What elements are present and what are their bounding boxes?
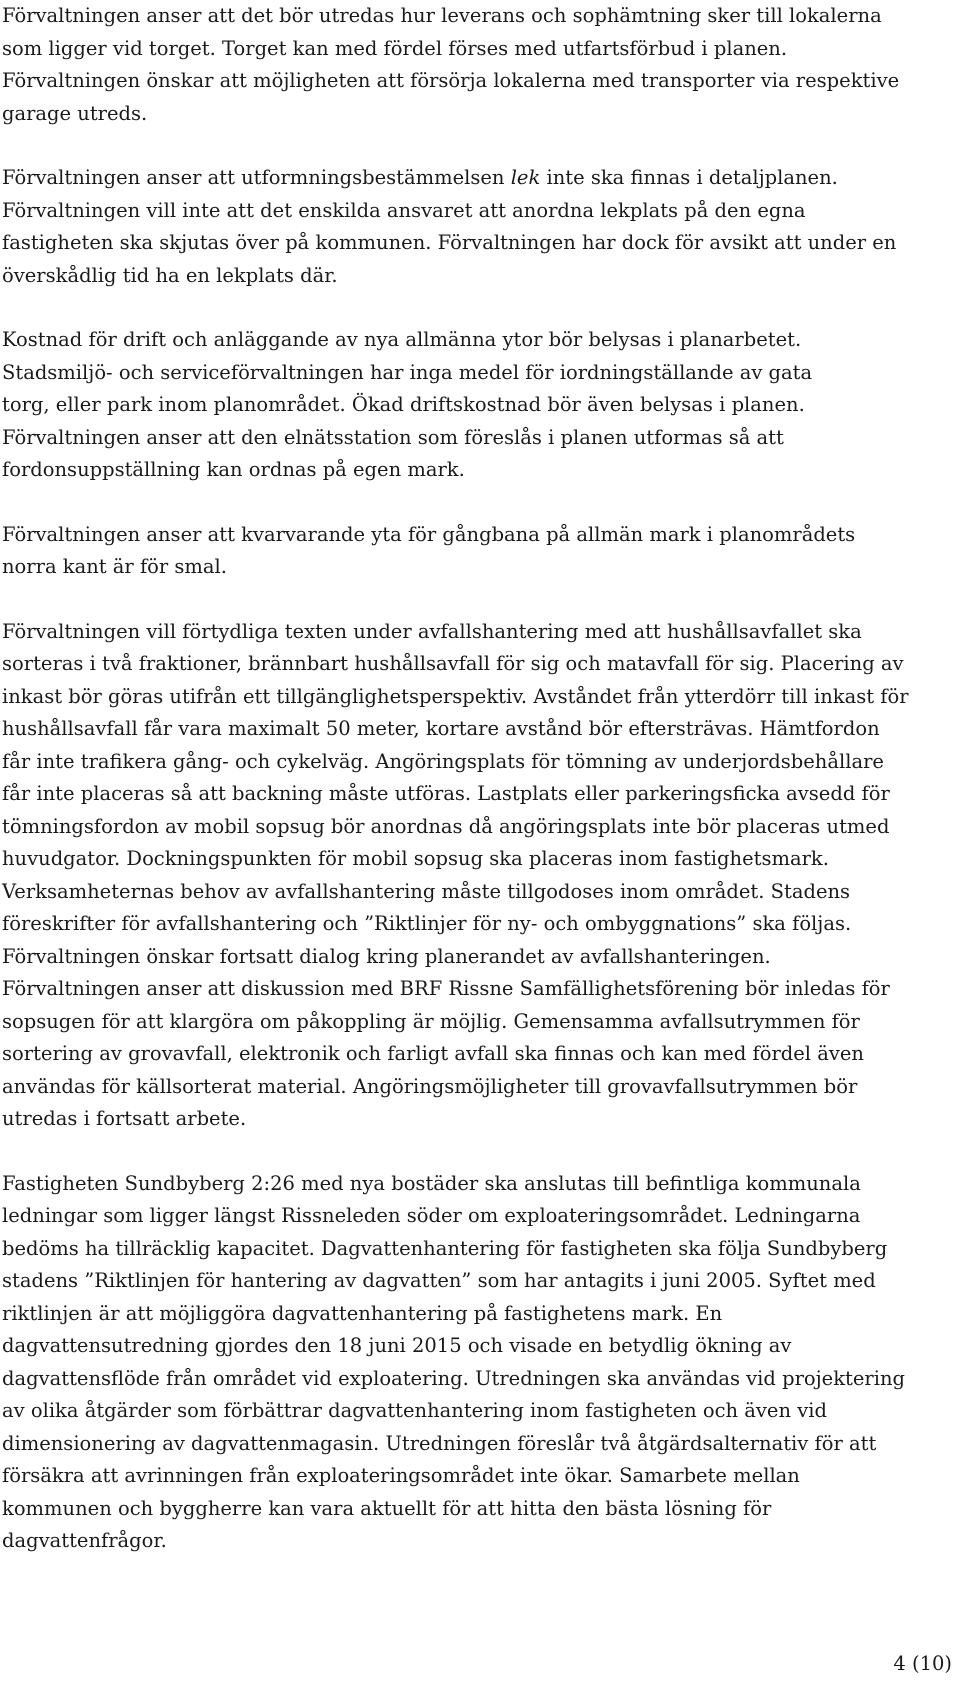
paragraph-stormwater <box>2 1168 948 1558</box>
text-line: Fastigheten Sundbyberg 2:26 med nya bostäder ska anslutas till befintliga kommunala <box>2 1171 861 1195</box>
text-line: hushållsavfall får vara maximalt 50 meter, kortare avstånd bör eftersträvas. Hämtfordon <box>2 717 880 740</box>
text-line: stadens ”Riktlinjen för hantering av dagvatten” som har antagits i juni 2005. Syftet med <box>2 1269 876 1292</box>
regulation-term: lek <box>510 166 541 189</box>
text-line: Förvaltningen anser att kvarvarande yta för gångbana på allmän mark i planområdets <box>2 522 856 546</box>
paragraph-sidewalk <box>2 519 948 584</box>
text-line: Kostnad för drift och anläggande av nya allmänna ytor bör belysas i planarbetet. <box>2 328 802 351</box>
text-line: utredas i fortsatt arbete. <box>2 1107 247 1130</box>
text-line: försäkra att avrinningen från exploateringsområdet inte ökar. Samarbete mellan <box>2 1464 800 1487</box>
text-line: sopsugen för att klargöra om påkoppling är möjlig. Gemensamma avfallsutrymmen för <box>2 1009 860 1033</box>
text-line: sorteras i två fraktioner, brännbart hushållsavfall för sig och matavfall för sig. Placering av <box>2 652 904 675</box>
paragraph-costs <box>2 324 948 487</box>
text-fragment: Förvaltningen anser att utformningsbestämmelsen <box>2 166 511 189</box>
text-line: Förvaltningen önskar fortsatt dialog kring planerandet av avfallshanteringen. <box>2 944 771 968</box>
text-line: föreskrifter för avfallshantering och ”Riktlinjer för ny- och ombyggnations” ska följas. <box>2 912 852 935</box>
text-line: torg, eller park inom planområdet. Ökad driftskostnad bör även belysas i planen. <box>2 393 805 416</box>
text-line: som ligger vid torget. Torget kan med fördel förses med utfartsförbud i planen. <box>2 36 788 60</box>
text-line: huvudgator. Dockningspunkten för mobil sopsug ska placeras inom fastighetsmark. <box>2 847 829 870</box>
text-line: norra kant är för smal. <box>2 555 227 578</box>
text-line: Förvaltningen anser att diskussion med BRF Rissne Samfällighetsförening bör inledas för <box>2 977 890 1000</box>
text-line: inkast bör göras utifrån ett tillgänglighetsperspektiv. Avståndet från ytterdörr till inkast för <box>2 684 909 708</box>
page-number: 4 (10) <box>893 1652 952 1675</box>
text-line: sortering av grovavfall, elektronik och farligt avfall ska finnas och kan med fördel även <box>2 1042 864 1065</box>
text-line: kommunen och byggherre kan vara aktuellt för att hitta den bästa lösning för <box>2 1496 772 1520</box>
text-line: garage utreds. <box>2 101 148 125</box>
text-line: ledningar som ligger längst Rissneleden söder om exploateringsområdet. Ledningarna <box>2 1204 861 1227</box>
text-line: får inte trafikera gång- och cykelväg. Angöringsplats för tömning av underjordsbehållare <box>2 749 884 773</box>
text-fragment: inte ska finnas i detaljplanen. <box>540 166 838 189</box>
text-line: dagvattensutredning gjordes den 18 juni 2015 och visade en betydlig ökning av <box>2 1334 792 1357</box>
text-line: användas för källsorterat material. Angöringsmöjligheter till grovavfallsutrymmen bör <box>2 1074 858 1098</box>
paragraph-delivery-waste <box>2 0 948 130</box>
text-line: fordonsuppställning kan ordnas på egen mark. <box>2 458 465 481</box>
document-body <box>2 0 948 1574</box>
text-line: Förvaltningen önskar att möjligheten att försörja lokalerna med transporter via respektive <box>2 69 900 92</box>
text-line: Verksamheternas behov av avfallshantering måste tillgodoses inom området. Stadens <box>2 879 851 903</box>
paragraph-waste-management <box>2 616 948 1136</box>
text-line: dimensionering av dagvattenmagasin. Utredningen föreslår två åtgärdsalternativ för att <box>2 1431 877 1455</box>
text-line <box>2 162 948 195</box>
text-line: Förvaltningen vill förtydliga texten under avfallshantering med att hushållsavfallet ska <box>2 619 862 643</box>
text-line: tömningsfordon av mobil sopsug bör anordnas då angöringsplats inte bör placeras utmed <box>2 814 890 838</box>
text-line: får inte placeras så att backning måste utföras. Lastplats eller parkeringsficka avsedd för <box>2 782 890 805</box>
text-line: Förvaltningen anser att det bör utredas hur leverans och sophämtning sker till lokalerna <box>2 4 882 27</box>
text-line: dagvattensflöde från området vid exploatering. Utredningen ska användas vid projektering <box>2 1366 906 1390</box>
text-line: bedöms ha tillräcklig kapacitet. Dagvattenhantering för fastigheten ska följa Sundbyberg <box>2 1236 888 1260</box>
text-line: dagvattenfrågor. <box>2 1529 167 1552</box>
text-line: Stadsmiljö- och serviceförvaltningen har inga medel för iordningställande av gata <box>2 360 813 384</box>
text-line: riktlinjen är att möjliggöra dagvattenhantering på fastighetens mark. En <box>2 1301 723 1325</box>
text-line: fastigheten ska skjutas över på kommunen. Förvaltningen har dock för avsikt att under en <box>2 231 897 254</box>
text-line: Förvaltningen anser att den elnätsstation som föreslås i planen utformas så att <box>2 425 784 449</box>
text-line: överskådlig tid ha en lekplats där. <box>2 263 338 287</box>
text-line: Förvaltningen vill inte att det enskilda ansvaret att anordna lekplats på den egna <box>2 198 806 222</box>
text-line: av olika åtgärder som förbättrar dagvattenhantering inom fastigheten och även vid <box>2 1399 827 1422</box>
paragraph-playground <box>2 162 948 292</box>
